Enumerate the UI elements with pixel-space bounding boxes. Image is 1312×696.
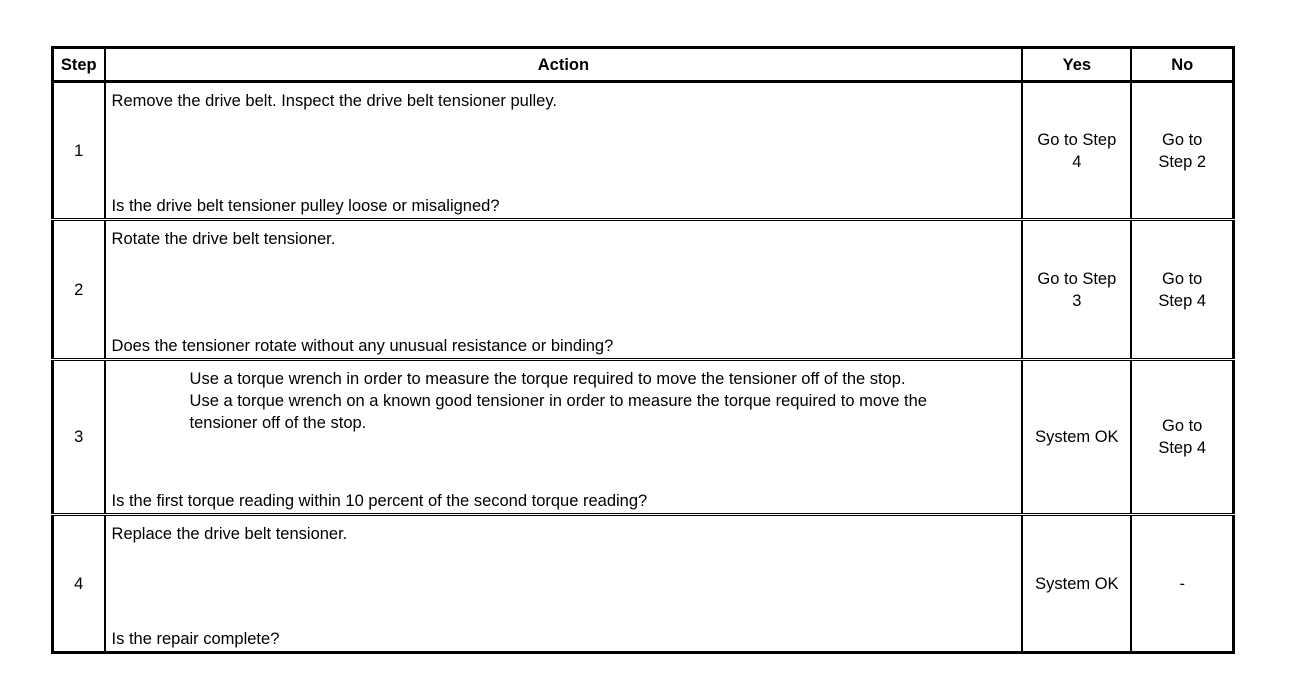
table-row [53, 220, 1234, 360]
no-cell [1131, 515, 1233, 653]
yes-cell [1022, 82, 1131, 220]
action-list [112, 368, 1016, 434]
yes-cell [1022, 360, 1131, 515]
yes-cell [1022, 515, 1131, 653]
action-question: Is the drive belt tensioner pulley loose or misaligned? [111, 197, 500, 215]
header-yes: Yes [1022, 48, 1131, 82]
action-list-item: Use a torque wrench on a known good tensioner in order to measure the torque required to move the tensioner off of the stop. [189, 392, 927, 432]
action-cell [105, 82, 1023, 220]
table-row [53, 82, 1234, 220]
table-row [53, 515, 1234, 653]
action-list-item: Use a torque wrench in order to measure the torque required to move the tensioner off of the stop. [189, 370, 906, 388]
step-number: 2 [53, 220, 105, 360]
action-question: Does the tensioner rotate without any unusual resistance or binding? [111, 337, 614, 355]
step-number: 4 [53, 515, 105, 653]
yes-result: Go to Step 3 [1037, 269, 1117, 310]
no-cell [1131, 360, 1233, 515]
step-number: 3 [53, 360, 105, 515]
no-result: Go to Step 4 [1158, 269, 1207, 310]
header-no: No [1131, 48, 1233, 82]
no-result: - [1179, 574, 1185, 593]
table-row [53, 360, 1234, 515]
yes-result: Go to Step 4 [1037, 130, 1117, 171]
header-row [53, 48, 1234, 82]
action-text: Remove the drive belt. Inspect the drive belt tensioner pulley. [111, 92, 557, 110]
action-question: Is the first torque reading within 10 percent of the second torque reading? [111, 492, 648, 510]
no-cell [1131, 82, 1233, 220]
no-result: Go to Step 2 [1158, 130, 1207, 171]
no-result: Go to Step 4 [1158, 417, 1207, 457]
yes-result: System OK [1035, 428, 1119, 446]
step-number: 1 [53, 82, 105, 220]
action-text: Replace the drive belt tensioner. [111, 525, 348, 543]
action-question: Is the repair complete? [111, 630, 280, 648]
action-cell [105, 360, 1023, 515]
diagnostic-table [51, 46, 1235, 654]
no-cell [1131, 220, 1233, 360]
action-cell [105, 220, 1023, 360]
header-step: Step [53, 48, 105, 82]
action-cell [105, 515, 1023, 653]
yes-result: System OK [1035, 574, 1119, 593]
action-text: Rotate the drive belt tensioner. [111, 230, 336, 248]
header-action: Action [105, 48, 1023, 82]
yes-cell [1022, 220, 1131, 360]
